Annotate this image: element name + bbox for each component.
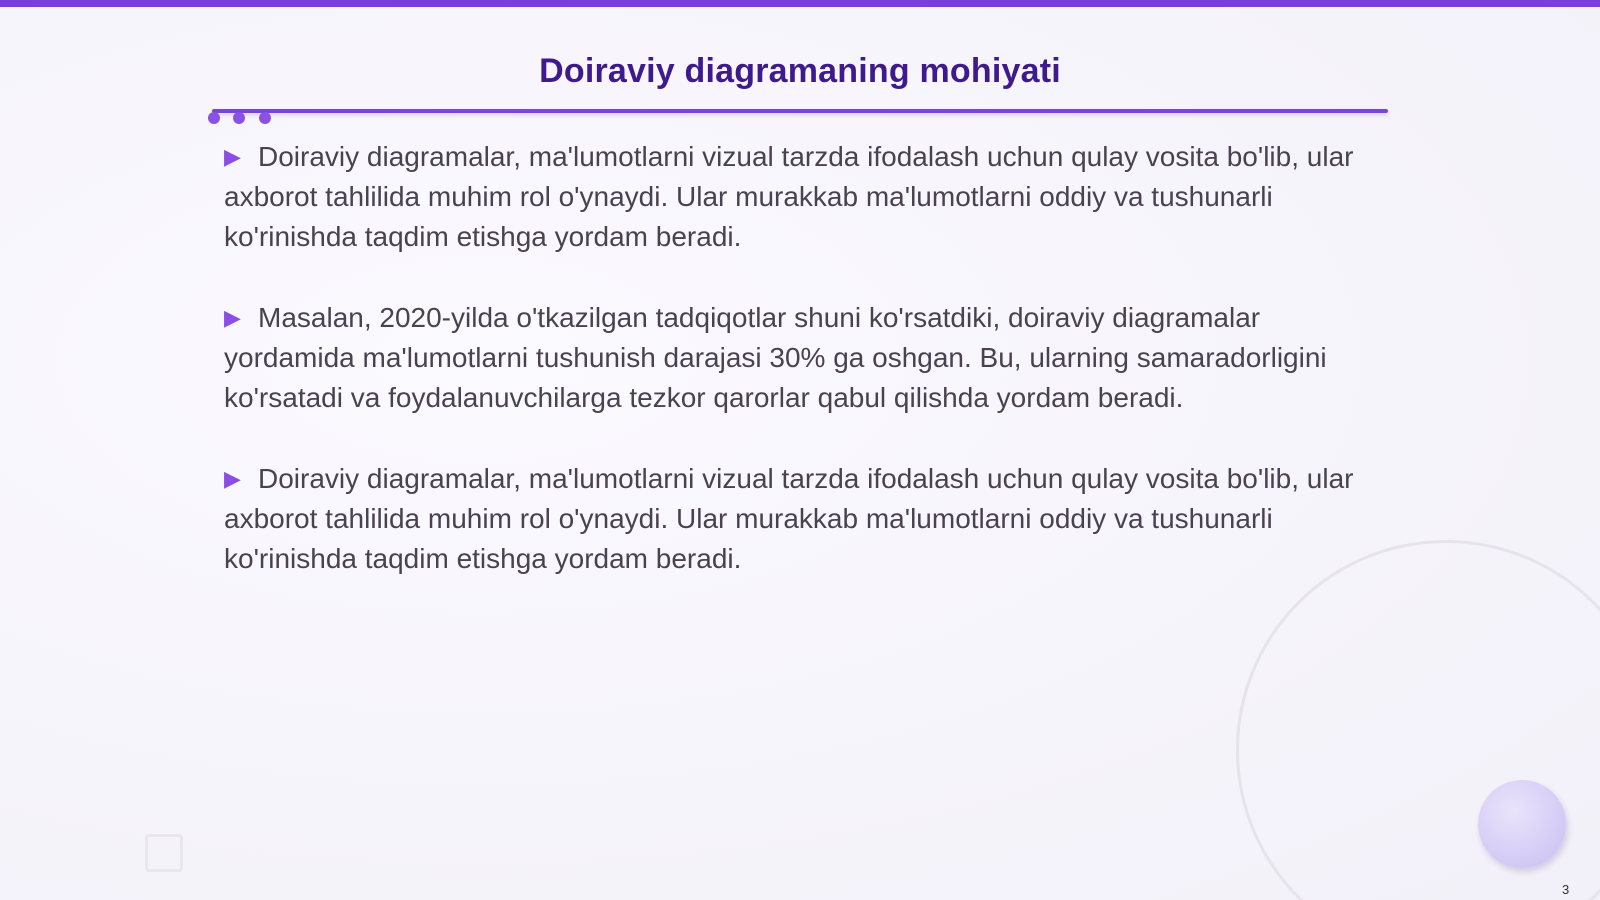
triangle-bullet-icon: ▶ (224, 144, 241, 169)
decorative-dot (259, 112, 271, 124)
title-underline (212, 109, 1388, 113)
decorative-sphere (1478, 780, 1566, 868)
triangle-bullet-icon: ▶ (224, 466, 241, 491)
page-number: 3 (1562, 882, 1570, 897)
bullet-paragraph (224, 137, 1374, 257)
top-accent-bar (0, 0, 1600, 7)
slide-title: Doiraviy diagramaning mohiyati (539, 52, 1061, 90)
decorative-dot (233, 112, 245, 124)
paragraph-text: Masalan, 2020-yilda o'tkazilgan tadqiqotlar shuni ko'rsatdiki, doiraviy diagramalar yordamida ma'lumotlarni tushunish darajasi 30% ga oshgan. Bu, ularning samaradorligini ko'rsatadi va foydalanuvchilarga tezkor qarorlar qabul qilishda yordam beradi. (224, 302, 1327, 413)
bullet-paragraph (224, 459, 1374, 579)
paragraph-text: Doiraviy diagramalar, ma'lumotlarni vizual tarzda ifodalash uchun qulay vosita bo'lib, ular axborot tahlilida muhim rol o'ynaydi. Ular murakkab ma'lumotlarni oddiy va tushunarli ko'rinishda taqdim etishga yordam beradi. (224, 141, 1354, 252)
triangle-bullet-icon: ▶ (224, 305, 241, 330)
bullet-list (224, 137, 1374, 620)
paragraph-text: Doiraviy diagramalar, ma'lumotlarni vizual tarzda ifodalash uchun qulay vosita bo'lib, ular axborot tahlilida muhim rol o'ynaydi. Ular murakkab ma'lumotlarni oddiy va tushunarli ko'rinishda taqdim etishga yordam beradi. (224, 463, 1354, 574)
decorative-square (145, 834, 183, 872)
decorative-dot (208, 112, 220, 124)
bullet-paragraph (224, 298, 1374, 418)
